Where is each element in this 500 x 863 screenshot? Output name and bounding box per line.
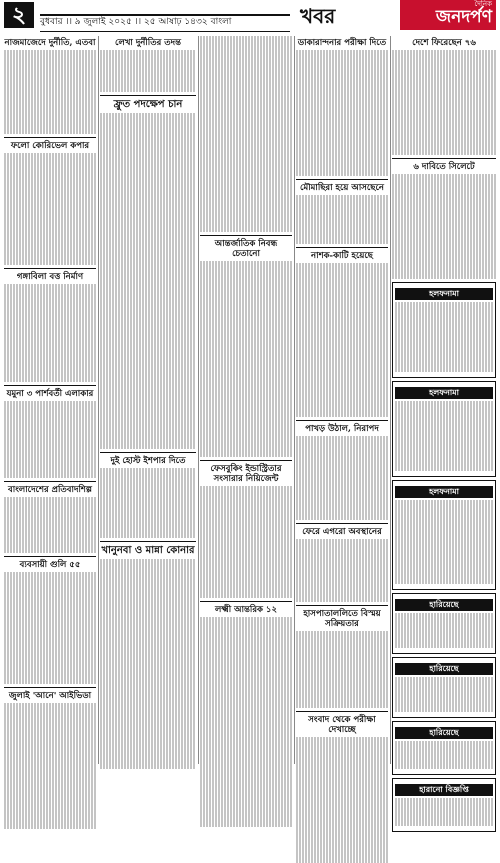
notice-body — [395, 798, 493, 826]
headline: দেশে ফিরেছেন ৭৬ — [412, 38, 476, 48]
headline: ব্যবসায়ী গুলি ৫৫ — [19, 560, 81, 570]
headline: দুই হোস্ট ইশপার দিতে — [110, 456, 186, 466]
article-body — [4, 50, 96, 134]
column-rule — [390, 36, 391, 764]
headline: গঙ্গাবিলা বত্ত নির্মাণ — [16, 272, 84, 282]
article-body — [4, 572, 96, 684]
headline: মৌমাছিরা হয়ে আসছেনে — [300, 183, 384, 193]
column-rule — [98, 36, 99, 764]
article-body — [4, 284, 96, 382]
column-4 — [296, 36, 388, 764]
headline: যমুনা ৩ পার্শবর্তী এলাকার — [6, 389, 94, 399]
article-body — [296, 50, 388, 176]
article-body — [296, 737, 388, 863]
headline: বাংলাদেশের প্রতিবাদশিল্প — [8, 485, 92, 495]
headline: ফ্রুত পদক্ষেপ চান — [113, 99, 183, 110]
notice-box — [392, 657, 496, 718]
article-body — [200, 617, 292, 827]
article-body — [392, 50, 496, 155]
dateline: বুধবার ।। ৯ জুলাই ২০২৫ ।। ২৫ আষাঢ় ১৪৩২ বাংলা — [40, 14, 290, 32]
notice-banner: হলফনামা — [395, 486, 493, 498]
article-body — [100, 559, 196, 769]
notice-box — [392, 282, 496, 378]
article-body — [100, 113, 196, 449]
column-2 — [100, 36, 196, 764]
notice-body — [395, 677, 493, 712]
article-body — [296, 263, 388, 417]
headline: খানুনবা ও মান্না কোনার — [101, 545, 195, 556]
masthead-tag: দৈনিক — [474, 0, 492, 8]
headline: নাজমাজেদে দুর্নীতি, এতবা — [4, 38, 96, 48]
headline: ডাকারান্দনার পরীক্ষা দিতে — [297, 38, 387, 48]
column-rule — [294, 36, 295, 764]
column-1 — [4, 36, 96, 764]
headline: ফেসবুকিং ইন্ডাস্ট্রিতার সংসারার নিয়িজেন্ট — [210, 464, 282, 484]
notice-body — [395, 401, 493, 471]
headline: ফেরে এগরো অবস্থানের — [302, 527, 382, 537]
notice-banner: হারানো বিজ্ঞপ্তি — [395, 784, 493, 796]
article-body — [296, 539, 388, 602]
notice-banner: হলফনামা — [395, 288, 493, 300]
notice-body — [395, 741, 493, 769]
headline: লক্ষ্মী আন্তরিক ১২ — [215, 605, 277, 615]
article-body — [200, 486, 292, 598]
headline: পাখড় উঠাল, নিরাপদ — [305, 424, 379, 434]
article-body — [4, 703, 96, 829]
notice-box — [392, 721, 496, 775]
notice-banner: হারিয়েছে — [395, 663, 493, 675]
notice-body — [395, 613, 493, 648]
section-title: খবর — [300, 4, 336, 28]
notice-banner: হারিয়েছে — [395, 727, 493, 739]
headline: আন্তর্জাতিক নিবন্ধ চেতানো — [214, 239, 278, 259]
article-body — [100, 468, 196, 538]
notice-banner: হারিয়েছে — [395, 599, 493, 611]
article-body — [296, 436, 388, 520]
article-body — [392, 174, 496, 279]
headline: হাসপাতাললিতে বিস্ময় সক্রিয়তার — [303, 609, 381, 629]
page-header — [0, 0, 500, 30]
article-body — [4, 401, 96, 478]
column-5 — [392, 36, 496, 794]
headline: নাশক-কাটি হয়েছে — [311, 251, 373, 261]
article-body — [200, 36, 292, 232]
article-body — [200, 261, 292, 457]
headline: জুলাই 'আনে' আইভিডা — [8, 691, 92, 701]
masthead — [400, 0, 496, 30]
headline: সংবাদ থেকে পরীক্ষা দেখাচ্ছে — [308, 715, 376, 735]
notice-box — [392, 480, 496, 590]
article-body — [4, 153, 96, 265]
notice-box — [392, 778, 496, 832]
article-body — [296, 195, 388, 244]
article-body — [296, 631, 388, 708]
notice-box — [392, 593, 496, 654]
headline: লেখা দুর্নীতির তদন্ত — [115, 38, 181, 48]
article-body — [4, 497, 96, 553]
page-number: ২ — [4, 2, 34, 28]
notice-box — [392, 381, 496, 477]
column-3 — [200, 36, 292, 764]
column-rule — [198, 36, 199, 764]
notice-banner: হলফনামা — [395, 387, 493, 399]
notice-body — [395, 500, 493, 584]
notice-body — [395, 302, 493, 372]
article-body — [100, 50, 196, 92]
headline: ফলো কোরিভেল কপার — [10, 141, 90, 151]
headline: ৬ দাবিতে সিলেটে — [413, 162, 475, 172]
masthead-name: জনদর্পণ — [435, 7, 492, 27]
